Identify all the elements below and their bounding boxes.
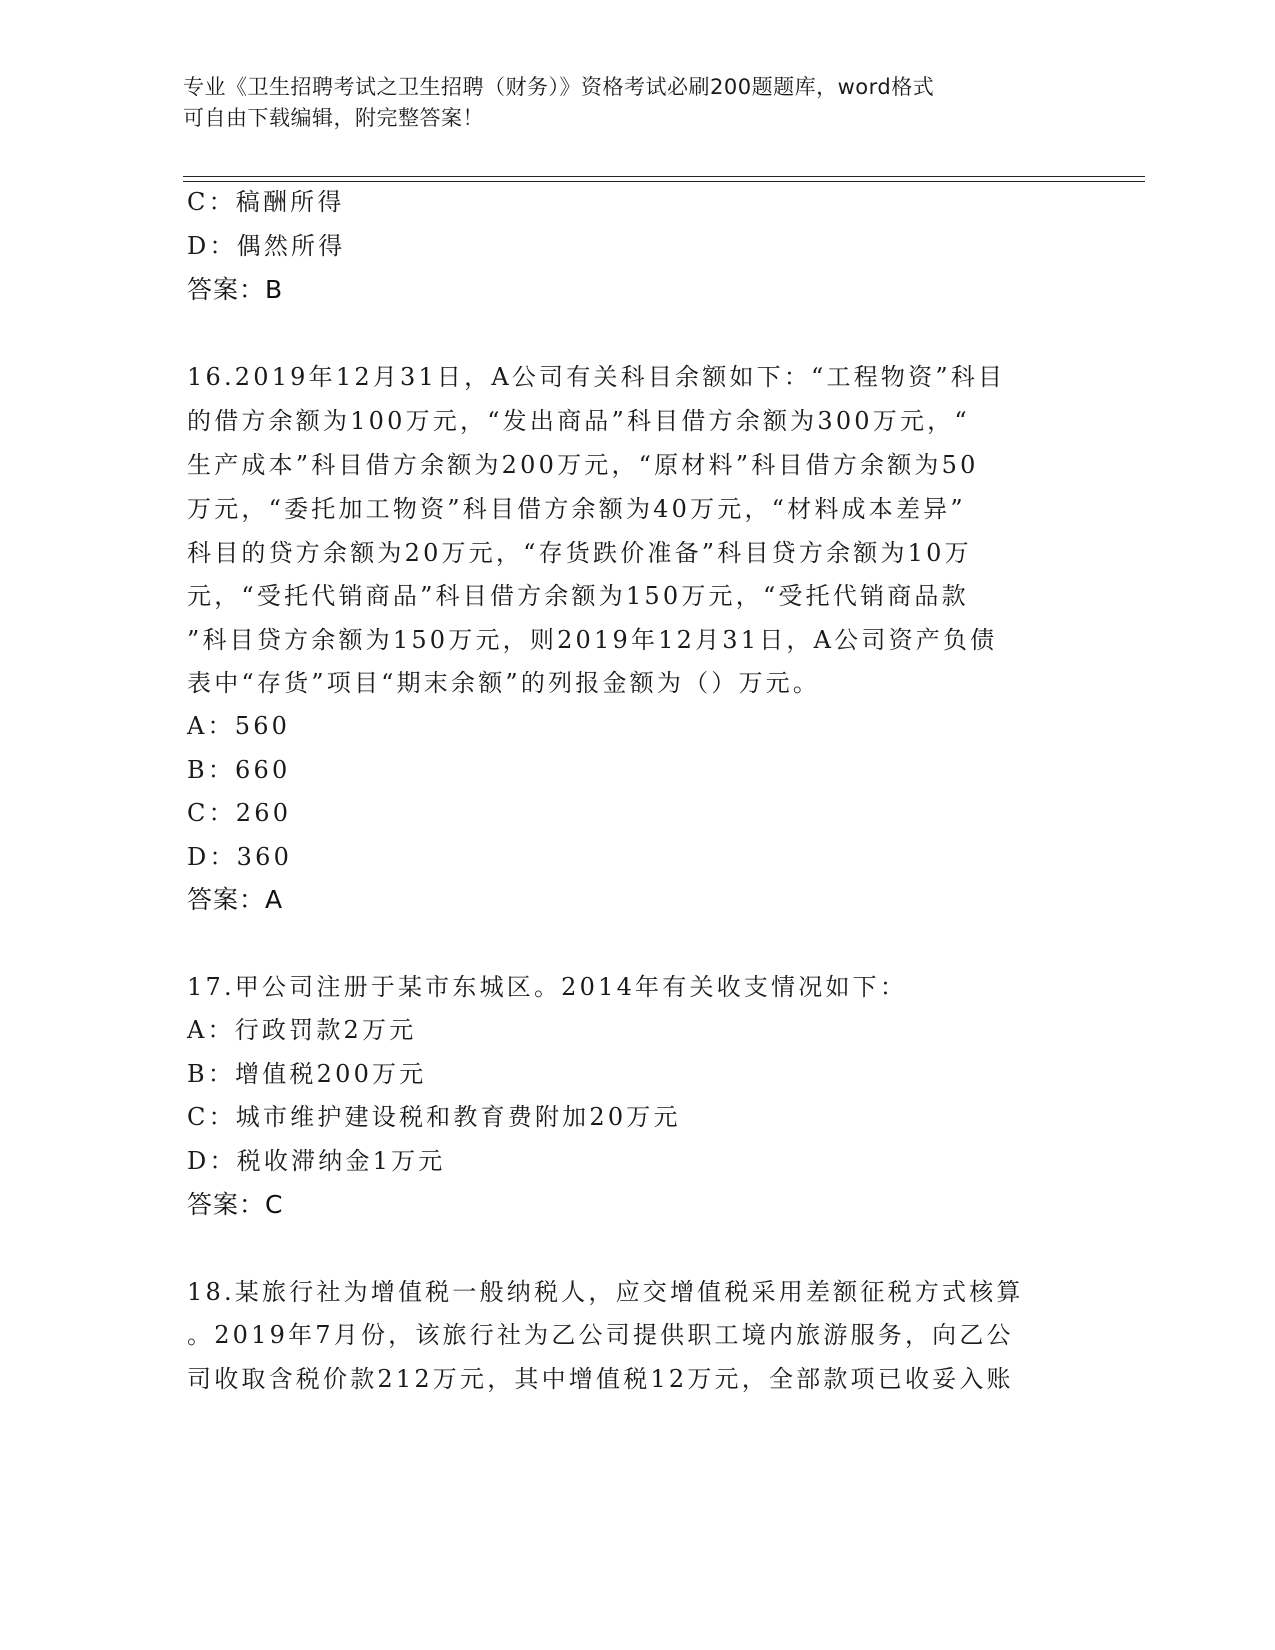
- q17-option-c: C：城市维护建设税和教育费附加20万元: [187, 1103, 681, 1131]
- q17-stem: 17.甲公司注册于某市东城区。2014年有关收支情况如下：: [187, 973, 908, 1001]
- document-header: [183, 72, 1063, 134]
- q15-option-c: C：稿酬所得: [187, 188, 345, 216]
- q16-stem-line-3: 生产成本”科目借方余额为200万元，“原材料”科目借方余额为50: [187, 451, 979, 479]
- header-divider-bottom: [183, 181, 1145, 182]
- q16-stem-line-5: 科目的贷方余额为20万元，“存货跌价准备”科目贷方余额为10万: [187, 539, 972, 567]
- q15-option-d: D：偶然所得: [187, 232, 346, 260]
- q18-stem-line-3: 司收取含税价款212万元，其中增值税12万元，全部款项已收妥入账: [187, 1365, 1014, 1393]
- q17-option-b: B：增值税200万元: [187, 1060, 427, 1088]
- q16-stem-line-4: 万元，“委托加工物资”科目借方余额为40万元，“材料成本差异”: [187, 495, 966, 523]
- q16-stem-line-2: 的借方余额为100万元，“发出商品”科目借方余额为300万元，“: [187, 407, 970, 435]
- q16-answer: 答案：A: [187, 885, 284, 914]
- header-title-line-1: 专业《卫生招聘考试之卫生招聘（财务）》资格考试必刷200题题库，word格式: [183, 75, 935, 99]
- q17-option-d: D：税收滞纳金1万元: [187, 1147, 446, 1175]
- q16-option-d: D：360: [187, 843, 293, 871]
- q17-answer: 答案：C: [187, 1190, 284, 1219]
- q16-stem-line-7: ”科目贷方余额为150万元，则2019年12月31日，A公司资产负债: [187, 626, 998, 654]
- q16-stem-line-8: 表中“存货”项目“期末余额”的列报金额为（）万元。: [187, 669, 821, 697]
- q17-option-a: A：行政罚款2万元: [187, 1016, 417, 1044]
- q16-stem-line-6: 元，“受托代销商品”科目借方余额为150万元，“受托代销商品款: [187, 582, 969, 610]
- q16-option-a: A：560: [187, 712, 291, 740]
- q15-answer: 答案：B: [187, 275, 284, 304]
- header-divider-top: [183, 176, 1145, 177]
- q18-stem-line-1: 18.某旅行社为增值税一般纳税人，应交增值税采用差额征税方式核算: [187, 1278, 1024, 1306]
- q18-stem-line-2: 。2019年7月份，该旅行社为乙公司提供职工境内旅游服务，向乙公: [187, 1321, 1014, 1349]
- q16-stem-line-1: 16.2019年12月31日，A公司有关科目余额如下：“工程物资”科目: [187, 363, 1006, 391]
- q16-option-c: C：260: [187, 799, 292, 827]
- header-title-line-2: 可自由下载编辑，附完整答案！: [183, 106, 484, 130]
- q16-option-b: B：660: [187, 756, 291, 784]
